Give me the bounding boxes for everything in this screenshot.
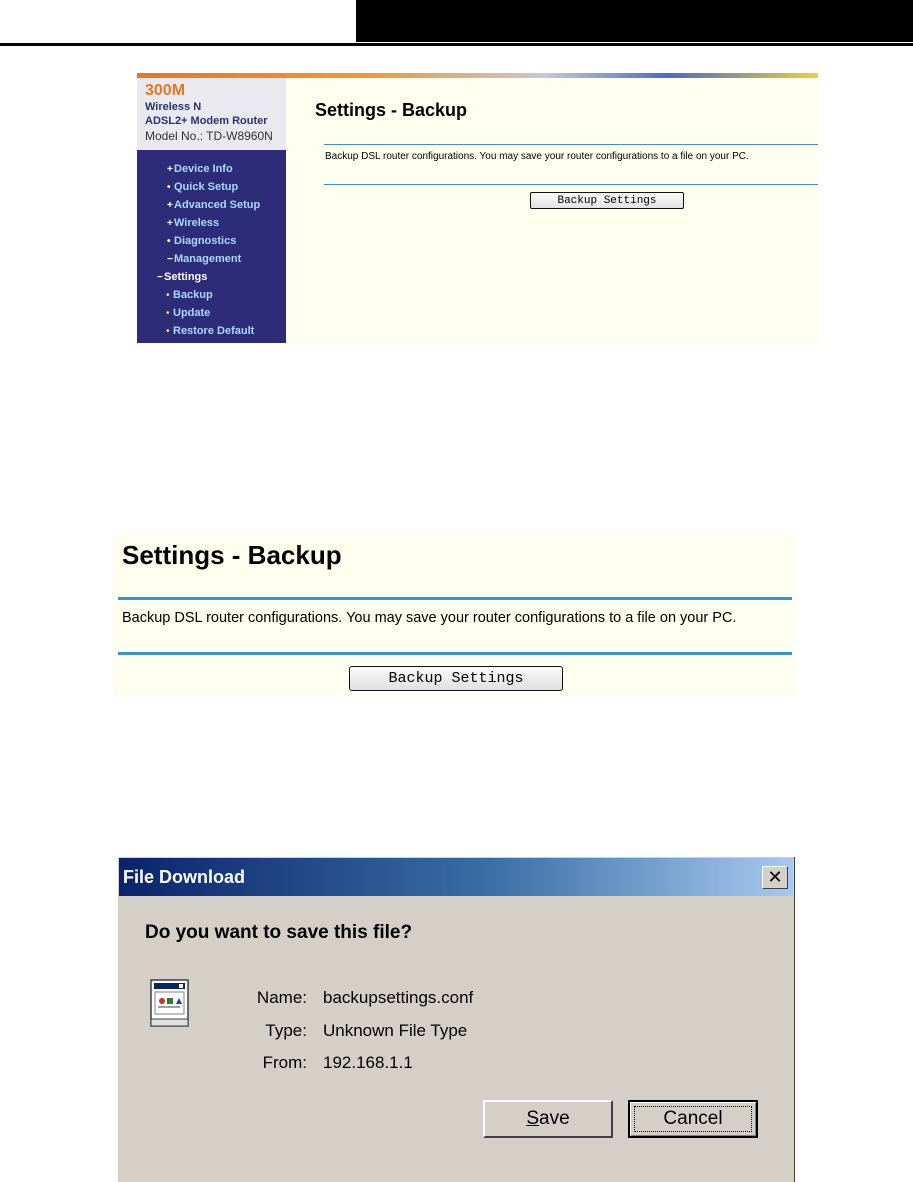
bullet-icon: • xyxy=(167,182,171,193)
sidebar-item-label: Device Info xyxy=(174,163,233,175)
dialog-title: File Download xyxy=(123,867,246,887)
brand-panel xyxy=(137,78,286,150)
sidebar-item-quick-setup[interactable] xyxy=(167,181,238,193)
cancel-label: Cancel xyxy=(663,1108,723,1129)
bullet-icon: • xyxy=(167,236,171,247)
file-download-dialog xyxy=(117,856,795,1182)
backup-settings-button[interactable]: Backup Settings xyxy=(349,666,563,691)
sidebar-item-device-info[interactable] xyxy=(167,163,233,175)
collapse-minus-icon: − xyxy=(157,272,163,283)
sidebar-item-advanced-setup[interactable] xyxy=(167,199,260,211)
sidebar-nav xyxy=(137,150,286,343)
router-web-ui xyxy=(137,73,818,343)
page-title: Settings - Backup xyxy=(122,540,342,570)
collapse-minus-icon: − xyxy=(167,254,173,265)
file-name-label: Name: xyxy=(256,988,307,1007)
sidebar-item-restore-default[interactable] xyxy=(166,325,254,337)
page-description: Backup DSL router configurations. You may save your router configurations to a file on your PC. xyxy=(122,610,737,626)
file-type-value: Unknown File Type xyxy=(323,1021,468,1040)
page-title: Settings - Backup xyxy=(315,100,468,120)
dialog-titlebar[interactable] xyxy=(119,858,793,896)
save-accelerator: S xyxy=(526,1108,540,1129)
divider xyxy=(118,652,792,655)
page-description: Backup DSL router configurations. You may save your router configurations to a file on your PC. xyxy=(325,151,749,162)
settings-backup-panel xyxy=(114,534,796,696)
sidebar-item-management[interactable] xyxy=(167,253,241,265)
content-area xyxy=(286,78,818,343)
dialog-question: Do you want to save this file? xyxy=(145,922,413,943)
sidebar-item-label: Quick Setup xyxy=(174,181,239,193)
divider xyxy=(324,144,818,145)
close-icon[interactable]: ✕ xyxy=(762,866,788,889)
backup-settings-button[interactable]: Backup Settings xyxy=(530,192,684,209)
save-button[interactable] xyxy=(483,1100,613,1138)
sidebar-item-label: Update xyxy=(173,307,211,319)
sidebar-item-label: Backup xyxy=(173,289,213,301)
divider xyxy=(118,597,792,600)
expand-plus-icon: + xyxy=(167,218,173,229)
brand-line-1: Wireless N xyxy=(145,101,202,113)
file-from-label: From: xyxy=(262,1053,307,1072)
bullet-icon: • xyxy=(166,290,170,301)
document-header-rule xyxy=(0,43,913,46)
expand-plus-icon: + xyxy=(167,164,173,175)
file-from-value: 192.168.1.1 xyxy=(323,1053,413,1072)
sidebar-item-settings[interactable] xyxy=(157,271,207,283)
sidebar-item-update[interactable] xyxy=(166,307,210,319)
brand-line-2: ADSL2+ Modem Router xyxy=(145,115,268,127)
save-label-rest: ave xyxy=(539,1108,570,1129)
sidebar-item-label: Diagnostics xyxy=(174,235,237,247)
sidebar-item-label: Settings xyxy=(164,271,208,283)
model-number: Model No.: TD-W8960N xyxy=(145,129,273,143)
file-name-value: backupsettings.conf xyxy=(323,988,474,1007)
bullet-icon: • xyxy=(166,326,170,337)
cancel-button[interactable] xyxy=(628,1100,758,1138)
sidebar-item-backup[interactable] xyxy=(166,289,213,301)
sidebar-item-label: Advanced Setup xyxy=(174,199,261,211)
sidebar-item-label: Management xyxy=(174,253,242,265)
sidebar-item-wireless[interactable] xyxy=(167,217,219,229)
brand-title: 300M xyxy=(145,82,186,99)
expand-plus-icon: + xyxy=(167,200,173,211)
divider xyxy=(324,184,818,185)
sidebar-item-label: Restore Default xyxy=(173,325,255,337)
sidebar-item-label: Wireless xyxy=(174,217,220,229)
document-header-bar xyxy=(356,0,913,42)
focus-ring xyxy=(634,1106,752,1132)
sidebar-item-diagnostics[interactable] xyxy=(167,235,236,247)
bullet-icon: • xyxy=(166,308,170,319)
file-type-label: Type: xyxy=(265,1021,307,1040)
